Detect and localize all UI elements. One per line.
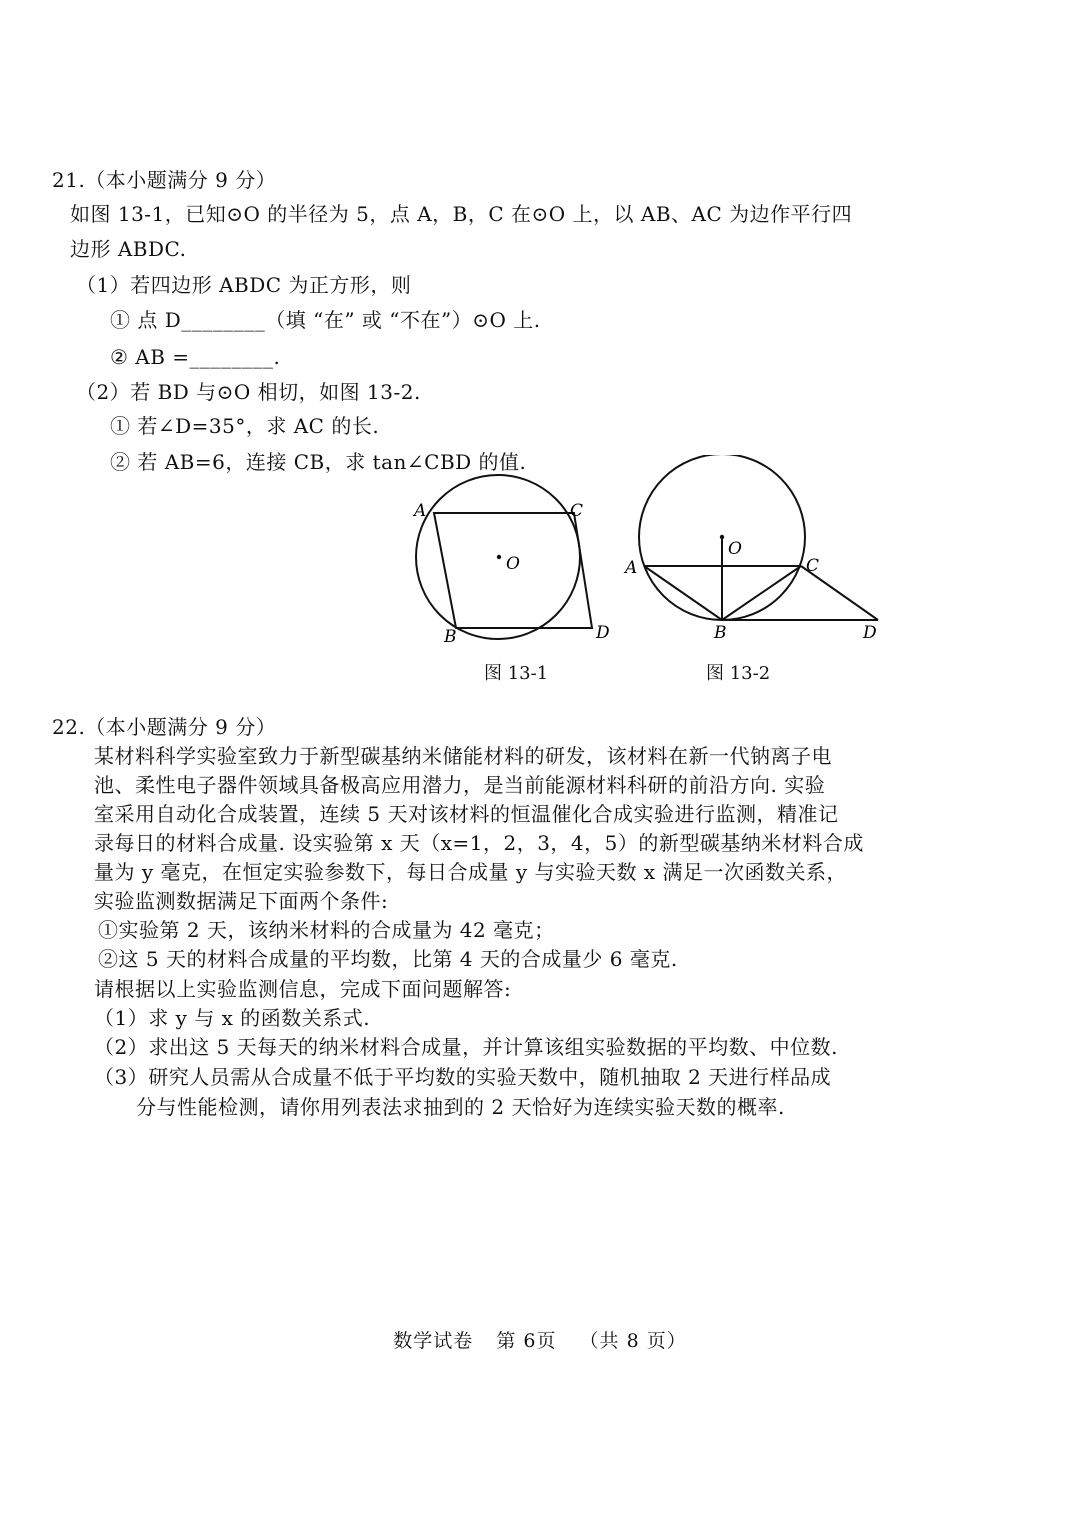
q21-part1-ii: ② AB =________. <box>110 345 281 369</box>
q21-stem-line-1: 如图 13-1，已知⊙O 的半径为 5，点 A，B，C 在⊙O 上，以 AB、AC 为边作平行四 <box>70 202 853 226</box>
fig2-center-point <box>720 535 724 539</box>
fig1-label-b: B <box>444 627 457 647</box>
q21-part2: （2）若 BD 与⊙O 相切，如图 13-2. <box>76 380 421 404</box>
fig2-label-d: D <box>863 623 877 643</box>
footer-page-number: 第 6页 <box>496 1330 557 1352</box>
figure-13-1-caption: 图 13-1 <box>484 663 549 684</box>
fig1-label-o: O <box>506 554 520 574</box>
q22-part3-line-1: （3）研究人员需从合成量不低于平均数的实验天数中，随机抽取 2 天进行样品成 <box>94 1065 832 1089</box>
q22-body-line-5: 量为 y 毫克，在恒定实验参数下，每日合成量 y 与实验天数 x 满足一次函数关系， <box>94 860 848 884</box>
figure-13-2-caption: 图 13-2 <box>706 663 771 684</box>
q21-stem-line-2: 边形 ABDC. <box>70 237 187 261</box>
footer-subject: 数学试卷 <box>393 1330 474 1352</box>
q21-part1-i: ① 点 D________（填 “在” 或 “不在”）⊙O 上. <box>110 308 541 332</box>
fig2-label-c: C <box>806 556 820 576</box>
q21-header: 21.（本小题满分 9 分） <box>52 168 277 192</box>
fig2-label-a: A <box>625 558 638 578</box>
figure-13-1 <box>400 470 640 650</box>
q22-body-line-3: 室采用自动化合成装置，连续 5 天对该材料的恒温催化合成实验进行监测，精准记 <box>94 802 839 826</box>
q22-condition-1: ①实验第 2 天，该纳米材料的合成量为 42 毫克； <box>98 918 555 942</box>
q21-part2-i: ① 若∠D=35°，求 AC 的长. <box>110 414 380 438</box>
fig2-label-o: O <box>728 539 742 559</box>
q22-condition-2: ②这 5 天的材料合成量的平均数，比第 4 天的合成量少 6 毫克. <box>98 947 678 971</box>
fig2-segment-cb <box>722 566 801 620</box>
page-footer <box>0 1326 1080 1353</box>
q22-part3-line-2: 分与性能检测，请你用列表法求抽到的 2 天恰好为连续实验天数的概率. <box>136 1095 785 1119</box>
fig1-label-d: D <box>596 623 610 643</box>
fig1-label-a: A <box>414 501 427 521</box>
fig1-label-c: C <box>570 501 584 521</box>
q22-header: 22.（本小题满分 9 分） <box>52 715 277 739</box>
figure-13-2 <box>620 455 890 650</box>
q22-part2: （2）求出这 5 天每天的纳米材料合成量，并计算该组实验数据的平均数、中位数. <box>94 1035 839 1059</box>
q21-part1: （1）若四边形 ABDC 为正方形，则 <box>76 273 412 297</box>
q22-instruction: 请根据以上实验监测信息，完成下面问题解答: <box>94 977 512 1001</box>
q22-part1: （1）求 y 与 x 的函数关系式. <box>94 1006 371 1030</box>
q21-part2-ii: ② 若 AB=6，连接 CB，求 tan∠CBD 的值. <box>110 450 527 474</box>
footer-total-pages: （共 8 页） <box>579 1330 687 1352</box>
q22-body-line-1: 某材料科学实验室致力于新型碳基纳米储能材料的研发，该材料在新一代钠离子电 <box>94 744 832 768</box>
fig1-center-point <box>497 555 501 559</box>
fig2-segment-ab <box>644 566 722 620</box>
fig2-label-b: B <box>714 623 727 643</box>
q22-body-line-2: 池、柔性电子器件领域具备极高应用潜力，是当前能源材料科研的前沿方向. 实验 <box>94 773 826 797</box>
q22-body-line-4: 录每日的材料合成量. 设实验第 x 天（x=1，2，3，4，5）的新型碳基纳米材料合成 <box>94 831 864 855</box>
q22-body-line-6: 实验监测数据满足下面两个条件: <box>94 889 389 913</box>
